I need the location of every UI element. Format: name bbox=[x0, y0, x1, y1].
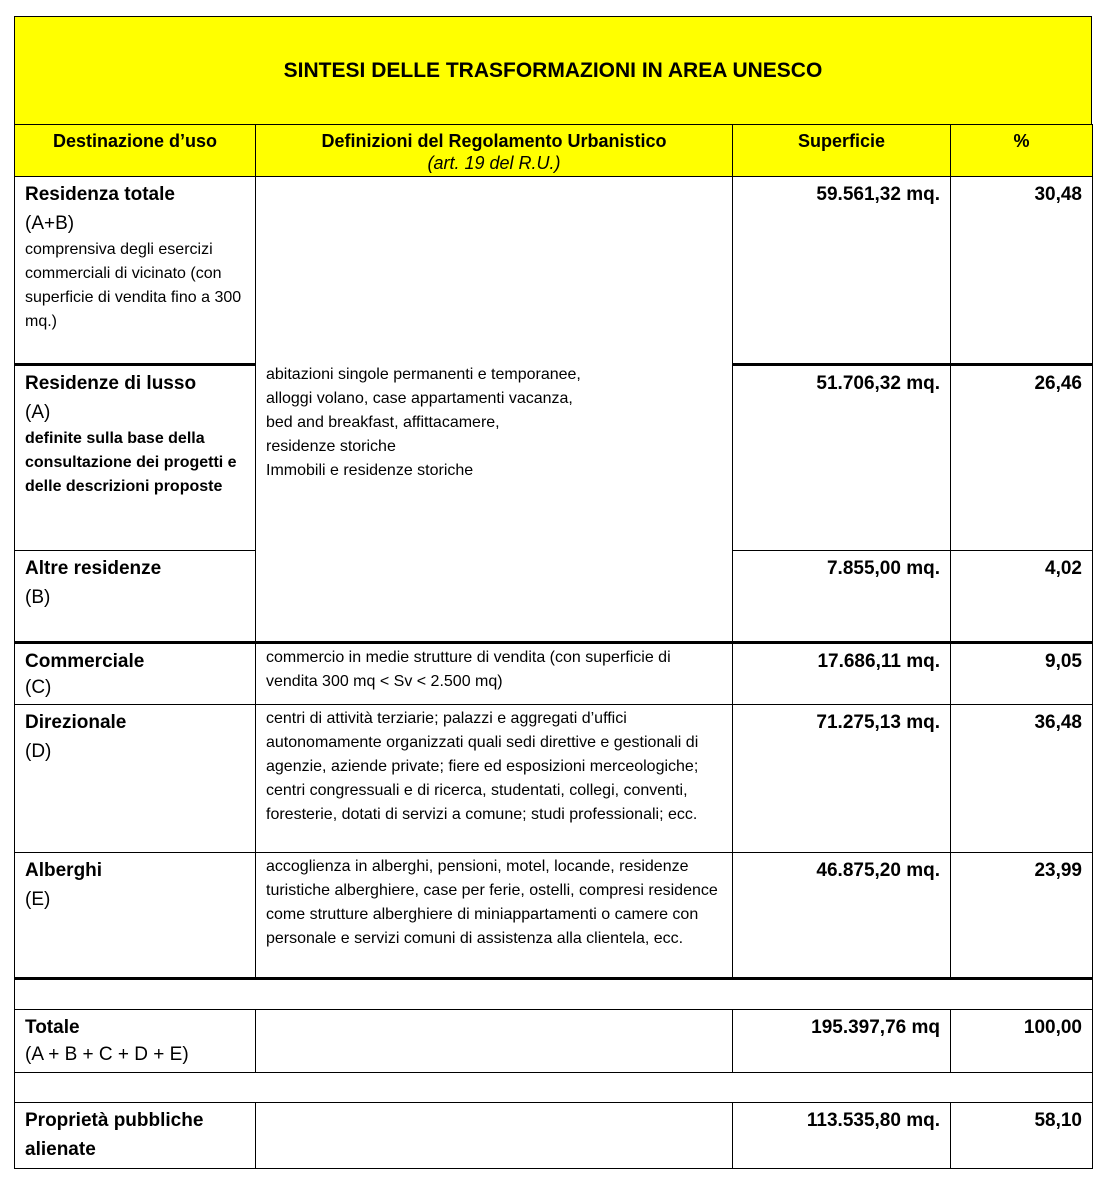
row-note: definite sulla base della consultazione dei progetti e delle descrizioni proposte bbox=[25, 430, 237, 495]
spacer-row bbox=[15, 979, 1093, 1010]
row-percent: 9,05 bbox=[951, 643, 1093, 705]
proprieta-title: Proprietà pubbliche alienate bbox=[25, 1110, 204, 1160]
document-title: SINTESI DELLE TRASFORMAZIONI IN AREA UNESCO bbox=[14, 16, 1092, 124]
row-code: (A) bbox=[25, 402, 51, 423]
row-code: (E) bbox=[25, 889, 51, 910]
spacer-cell bbox=[15, 979, 1093, 1010]
row-code: (A+B) bbox=[25, 213, 75, 234]
row-definizione: accoglienza in alberghi, pensioni, motel, locande, residenze turistiche alberghiere, case per ferie, ostelli, compresi residence come strutture alberghiere di miniappartamenti o camere con personale e servizi comuni di assistenza alla clientela, ecc. bbox=[256, 853, 733, 979]
spacer-cell bbox=[15, 1073, 1093, 1103]
summary-table bbox=[14, 124, 1093, 1169]
row-superficie: 17.686,11 mq. bbox=[733, 643, 951, 705]
row-code: (D) bbox=[25, 741, 52, 762]
row-title: Residenze di lusso bbox=[25, 373, 197, 394]
row-code: (C) bbox=[25, 677, 52, 698]
residenze-definizione: abitazioni singole permanenti e temporanee, alloggi volano, case appartamenti vacanza, bed and breakfast, affittacamere, residenze storiche Immobili e residenze storiche bbox=[256, 177, 733, 643]
row-title: Alberghi bbox=[25, 860, 103, 881]
summary-document bbox=[14, 16, 1092, 1169]
row-destinazione bbox=[15, 853, 256, 979]
totale-percent: 100,00 bbox=[951, 1010, 1093, 1073]
row-title: Altre residenze bbox=[25, 558, 162, 579]
totale-row bbox=[15, 1010, 1093, 1073]
totale-title: Totale bbox=[25, 1017, 80, 1038]
header-percent: % bbox=[951, 125, 1093, 177]
row-superficie: 51.706,32 mq. bbox=[733, 365, 951, 551]
table-row bbox=[15, 643, 1093, 705]
row-percent: 36,48 bbox=[951, 705, 1093, 853]
header-definizioni bbox=[256, 125, 733, 177]
row-note: comprensiva degli esercizi commerciali di vicinato (con superficie di vendita fino a 300 mq.) bbox=[25, 241, 242, 330]
row-destinazione bbox=[15, 365, 256, 551]
totale-code: (A + B + C + D + E) bbox=[25, 1044, 189, 1065]
row-superficie: 59.561,32 mq. bbox=[733, 177, 951, 365]
header-destinazione: Destinazione d’uso bbox=[15, 125, 256, 177]
row-destinazione bbox=[15, 177, 256, 365]
row-percent: 26,46 bbox=[951, 365, 1093, 551]
spacer-row bbox=[15, 1073, 1093, 1103]
row-superficie: 46.875,20 mq. bbox=[733, 853, 951, 979]
row-code: (B) bbox=[25, 587, 51, 608]
row-percent: 23,99 bbox=[951, 853, 1093, 979]
row-title: Direzionale bbox=[25, 712, 127, 733]
table-row bbox=[15, 853, 1093, 979]
row-title: Commerciale bbox=[25, 651, 145, 672]
row-destinazione bbox=[15, 705, 256, 853]
row-definizione: commercio in medie strutture di vendita (con superficie di vendita 300 mq < Sv < 2.500 mq) bbox=[256, 643, 733, 705]
row-percent: 30,48 bbox=[951, 177, 1093, 365]
proprieta-superficie: 113.535,80 mq. bbox=[733, 1103, 951, 1169]
row-superficie: 71.275,13 mq. bbox=[733, 705, 951, 853]
proprieta-destinazione bbox=[15, 1103, 256, 1169]
table-row bbox=[15, 705, 1093, 853]
row-title: Residenza totale bbox=[25, 184, 175, 205]
proprieta-definizione bbox=[256, 1103, 733, 1169]
header-superficie: Superficie bbox=[733, 125, 951, 177]
table-row bbox=[15, 177, 1093, 365]
totale-definizione bbox=[256, 1010, 733, 1073]
table-header-row bbox=[15, 125, 1093, 177]
row-destinazione bbox=[15, 551, 256, 643]
header-definizioni-label: Definizioni del Regolamento Urbanistico bbox=[321, 131, 667, 151]
row-destinazione bbox=[15, 643, 256, 705]
header-definizioni-subtitle: (art. 19 del R.U.) bbox=[427, 153, 561, 173]
row-percent: 4,02 bbox=[951, 551, 1093, 643]
proprieta-percent: 58,10 bbox=[951, 1103, 1093, 1169]
totale-superficie: 195.397,76 mq bbox=[733, 1010, 951, 1073]
totale-destinazione bbox=[15, 1010, 256, 1073]
proprieta-row bbox=[15, 1103, 1093, 1169]
row-definizione: centri di attività terziarie; palazzi e aggregati d’uffici autonomamente organizzati quali sedi direttive e gestionali di agenzie, aziende private; fiere ed esposizioni merceologiche; centri congressuali e di ricerca, studentati, collegi, conventi, foresterie, dotati di servizi a comune; studi professionali; ecc. bbox=[256, 705, 733, 853]
row-superficie: 7.855,00 mq. bbox=[733, 551, 951, 643]
